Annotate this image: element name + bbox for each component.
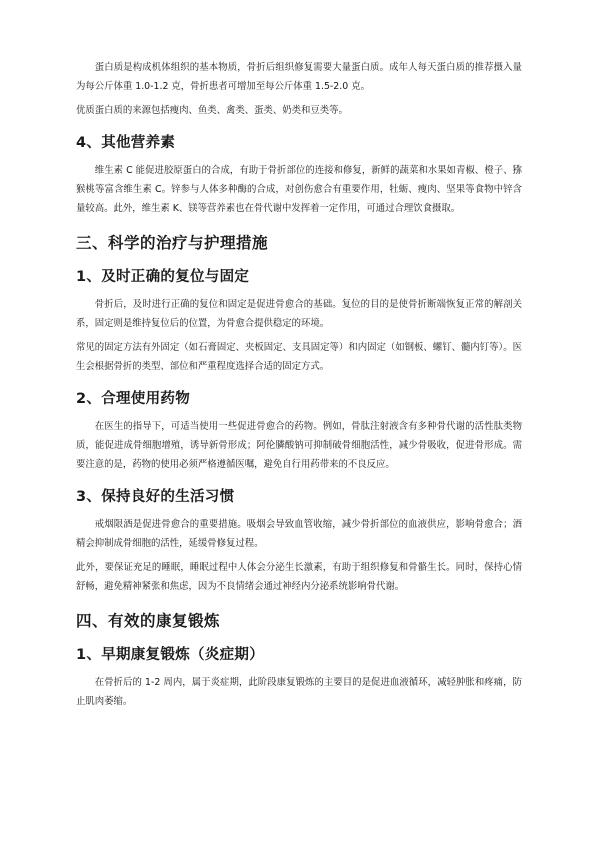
paragraph-protein-sources: 优质蛋白质的来源包括瘦肉、鱼类、禽类、蛋类、奶类和豆类等。 [76, 105, 348, 116]
heading-reduction-fixation: 1、及时正确的复位与固定 [76, 269, 250, 285]
paragraph-medication: 在医生的指导下，可适当使用一些促进骨愈合的药物。例如，骨肽注射液含有多种骨代谢的活性肽类物质，能促进成骨细胞增殖，诱导新骨形成；阿伦膦酸钠可抑制破骨细胞活性，减少骨吸收，促进骨形成。需要注意的是，药物的使用必须严格遵循医嘱，避免自行用药带来的不良反应。 [76, 421, 522, 470]
heading-medication: 2、合理使用药物 [76, 391, 190, 407]
heading-other-nutrients: 4、其他营养素 [76, 135, 176, 151]
paragraph-early-rehab: 在骨折后的 1-2 周内，属于炎症期，此阶段康复锻炼的主要目的是促进血液循环，减轻肿胀和疼痛，防止肌肉萎缩。 [76, 677, 522, 707]
section-heading-rehab: 四、有效的康复锻炼 [76, 612, 221, 630]
paragraph-fixation-methods: 常见的固定方法有外固定（如石膏固定、夹板固定、支具固定等）和内固定（如钢板、螺钉、髓内钉等）。医生会根据骨折的类型、部位和严重程度选择合适的固定方式。 [76, 342, 522, 372]
section-heading-treatment: 三、科学的治疗与护理措施 [76, 234, 269, 252]
heading-early-rehab: 1、早期康复锻炼（炎症期） [76, 647, 264, 663]
document-page [76, 58, 522, 716]
paragraph-protein-intake: 蛋白质是构成机体组织的基本物质，骨折后组织修复需要大量蛋白质。成年人每天蛋白质的推荐摄入量为每公斤体重 1.0-1.2 克，骨折患者可增加至每公斤体重 1.5-2.0 克。 [76, 62, 522, 92]
paragraph-reduction: 骨折后，及时进行正确的复位和固定是促进骨愈合的基础。复位的目的是使骨折断端恢复正常的解剖关系，固定则是维持复位后的位置，为骨愈合提供稳定的环境。 [76, 299, 522, 329]
paragraph-other-nutrients: 维生素 C 能促进胶原蛋白的合成，有助于骨折部位的连接和修复，新鲜的蔬菜和水果如青椒、橙子、猕猴桃等富含维生素 C。锌参与人体多种酶的合成，对创伤愈合有重要作用，牡蛎、瘦肉、坚果等食物中锌含量较高。此外，维生素 K、镁等营养素也在骨代谢中发挥着一定作用，可通过合理饮食摄取。 [76, 165, 522, 214]
paragraph-sleep-mood: 此外，要保证充足的睡眠，睡眠过程中人体会分泌生长激素，有助于组织修复和骨骼生长。同时，保持心情舒畅，避免精神紧张和焦虑，因为不良情绪会通过神经内分泌系统影响骨代谢。 [76, 562, 522, 592]
paragraph-smoking-alcohol: 戒烟限酒是促进骨愈合的重要措施。吸烟会导致血管收缩，减少骨折部位的血液供应，影响骨愈合；酒精会抑制成骨细胞的活性，延缓骨修复过程。 [76, 519, 522, 549]
heading-lifestyle: 3、保持良好的生活习惯 [76, 489, 235, 505]
